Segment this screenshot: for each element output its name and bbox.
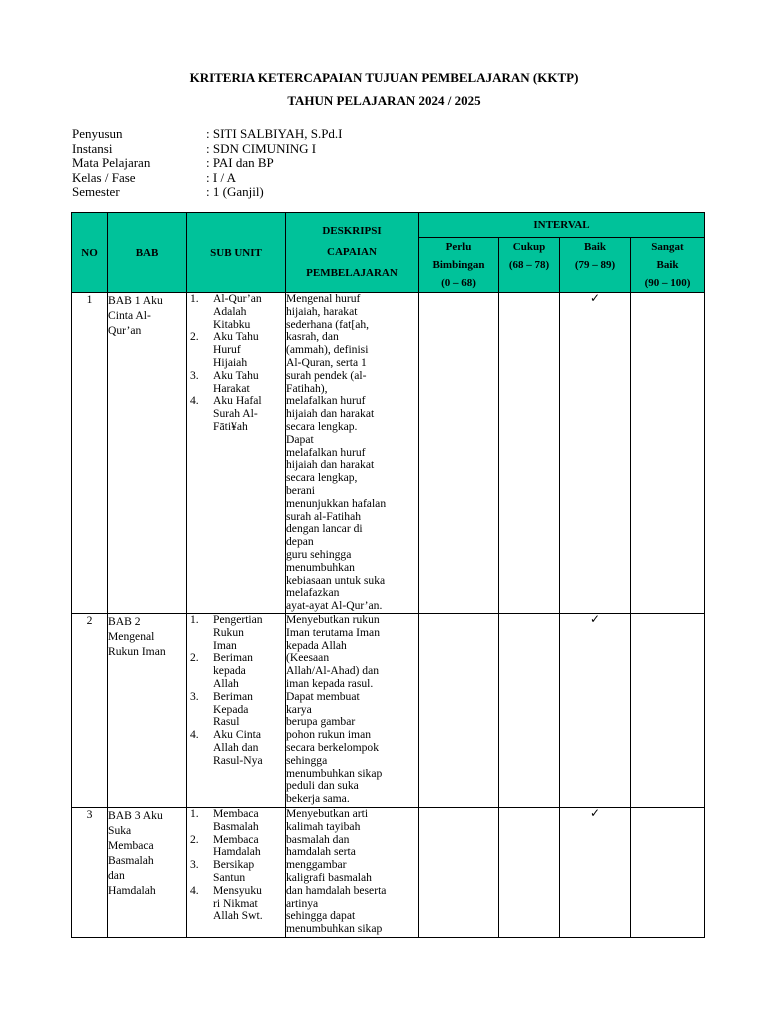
bab-line: Hamdalah: [108, 884, 156, 897]
description-line: (ammah), definisi: [286, 343, 369, 357]
sub-unit-line: Allah: [213, 676, 239, 690]
sub-unit-line: Santun: [213, 870, 246, 884]
description-cell: [286, 614, 419, 808]
sub-unit-item: [187, 859, 285, 885]
description-line: menumbuhkan sikap: [286, 766, 383, 780]
sub-unit-line: Harakat: [213, 381, 250, 395]
bab-line: dan: [108, 869, 125, 882]
sub-unit-line: Mensyuku: [213, 883, 262, 897]
description-line: Menyebutkan arti: [286, 807, 369, 820]
header-level-line: Bimbingan: [432, 259, 485, 271]
header-level-line: (0 – 68): [441, 277, 476, 289]
bab-line: Qur’an: [108, 324, 142, 337]
sub-unit-item: [187, 293, 285, 331]
description-line: artinya: [286, 896, 319, 910]
header-level-line: (68 – 78): [508, 259, 550, 271]
header-level-line: Sangat: [651, 241, 684, 253]
sub-unit-number: 1.: [190, 807, 199, 820]
header-bab: BAB: [108, 213, 187, 293]
header-no: NO: [72, 213, 108, 293]
description-line: basmalah dan: [286, 832, 350, 846]
sub-unit-line: kepada: [213, 664, 246, 678]
meta-value: : 1 (Ganjil): [206, 184, 264, 199]
sub-unit-item: [187, 395, 285, 433]
description-line: Dapat: [286, 432, 314, 446]
header-level-line: Baik: [583, 241, 606, 253]
sub-unit-line: Membaca: [213, 807, 259, 820]
description-line: pohon rukun iman: [286, 728, 372, 742]
sub-unit-line: Allah Swt.: [213, 909, 263, 923]
description-line: sehingga: [286, 753, 328, 767]
bab-cell: [108, 808, 187, 938]
sub-unit-item: [187, 331, 285, 369]
description-line: sederhana (fat[ah,: [286, 317, 370, 331]
description-line: Menyebutkan rukun: [286, 613, 380, 626]
description-line: secara lengkap.: [286, 419, 358, 433]
description-line: iman kepada rasul.: [286, 676, 374, 690]
sub-unit-line: Aku Cinta: [213, 728, 261, 742]
sub-unit-list: [187, 614, 285, 768]
sub-unit-cell: [187, 293, 286, 614]
description-line: melafazkan: [286, 586, 340, 600]
sub-unit-number: 1.: [190, 613, 199, 626]
sub-unit-line: Huruf: [213, 343, 241, 357]
meta-row-semester: [72, 185, 343, 200]
bab-line: Mengenal: [108, 630, 155, 643]
description-cell: [286, 808, 419, 938]
description-line: ayat-ayat Al-Qur’an.: [286, 599, 383, 613]
meta-value: : SITI SALBIYAH, S.Pd.I: [206, 126, 343, 141]
description-line: Dapat membuat: [286, 689, 360, 703]
sub-unit-line: ri Nikmat: [213, 896, 258, 910]
sub-unit-number: 2.: [190, 832, 199, 846]
sub-unit-list: [187, 293, 285, 434]
meta-label: Penyusun: [72, 126, 123, 141]
bab-line: BAB 2: [108, 615, 141, 628]
document-title: KRITERIA KETERCAPAIAN TUJUAN PEMBELAJARAN (KKTP): [189, 70, 579, 85]
meta-info: [72, 127, 343, 200]
sub-unit-number: 3.: [190, 689, 199, 703]
sub-unit-line: Beriman: [213, 651, 253, 665]
description-line: Iman terutama Iman: [286, 625, 380, 639]
sub-unit-item: [187, 691, 285, 729]
table-row: [72, 808, 705, 938]
bab-line: BAB 1 Aku: [108, 294, 163, 307]
sub-unit-line: Hijaiah: [213, 355, 248, 369]
description-line: kebiasaan untuk suka: [286, 573, 386, 587]
meta-label: Semester: [72, 184, 120, 199]
sub-unit-line: Basmalah: [213, 819, 259, 833]
kktp-table: [71, 212, 705, 938]
sangat-baik-cell: [631, 614, 705, 808]
sub-unit-number: 2.: [190, 651, 199, 665]
meta-row-kelas-fase: [72, 171, 343, 186]
sub-unit-line: Membaca: [213, 832, 259, 846]
sub-unit-item: [187, 652, 285, 690]
row-number: 2: [72, 614, 108, 808]
description-line: kepada Allah: [286, 638, 347, 652]
description-line: guru sehingga: [286, 547, 352, 561]
description-line: hamdalah serta: [286, 845, 356, 859]
description-line: menggambar: [286, 858, 347, 872]
header-level-line: (79 – 89): [574, 259, 616, 271]
description-line: kaligrafi basmalah: [286, 870, 372, 884]
document-subtitle: TAHUN PELAJARAN 2024 / 2025: [287, 93, 481, 108]
sub-unit-line: Al-Qur’an: [213, 292, 262, 305]
header-cukup: [499, 238, 560, 293]
description-line: menunjukkan hafalan: [286, 496, 387, 510]
meta-label: Instansi: [72, 140, 113, 156]
sub-unit-line: Aku Tahu: [213, 330, 259, 344]
header-sangat-baik: [631, 238, 705, 293]
bab-line: Cinta Al-: [108, 309, 151, 322]
sub-unit-line: Rasul-Nya: [213, 753, 263, 767]
meta-row-penyusun: [72, 127, 343, 142]
bab-cell: [108, 293, 187, 614]
row-number: 3: [72, 808, 108, 938]
bab-line: Membaca: [108, 839, 154, 852]
cukup-cell: [499, 614, 560, 808]
check-icon: ✓: [589, 806, 601, 820]
sub-unit-item: [187, 834, 285, 860]
meta-label: Kelas / Fase: [72, 169, 136, 185]
sub-unit-item: [187, 808, 285, 834]
sub-unit-line: Kepada: [213, 702, 249, 716]
header-perlu-bimbingan: [419, 238, 499, 293]
sub-unit-item: [187, 885, 285, 923]
sub-unit-line: Allah dan: [213, 740, 259, 754]
description-line: surah al-Fatihah: [286, 509, 362, 523]
sub-unit-number: 4.: [190, 728, 199, 742]
sub-unit-number: 4.: [190, 883, 199, 897]
description-line: berani: [286, 483, 315, 497]
sub-unit-number: 3.: [190, 368, 199, 382]
description-line: menumbuhkan: [286, 560, 355, 574]
sub-unit-number: 2.: [190, 330, 199, 344]
sub-unit-cell: [187, 808, 286, 938]
description-line: hijaiah, harakat: [286, 304, 358, 318]
description-cell: [286, 293, 419, 614]
sub-unit-number: 4.: [190, 394, 199, 408]
check-icon: ✓: [589, 291, 601, 305]
description-line: secara lengkap,: [286, 471, 358, 485]
description-line: kasrah, dan: [286, 330, 339, 344]
description-line: (Keesaan: [286, 651, 330, 665]
bab-cell: [108, 614, 187, 808]
sub-unit-number: 1.: [190, 292, 199, 305]
header-level-line: Cukup: [512, 241, 546, 253]
description-line: kalimah tayibah: [286, 819, 361, 833]
description-line: secara berkelompok: [286, 740, 380, 754]
sub-unit-number: 3.: [190, 858, 199, 872]
sub-unit-line: Rasul: [213, 715, 240, 729]
table-row: [72, 614, 705, 808]
sangat-baik-cell: [631, 808, 705, 938]
meta-value: : I / A: [206, 169, 236, 185]
bab-line: BAB 3 Aku: [108, 809, 163, 822]
description-line: dan hamdalah beserta: [286, 883, 387, 897]
description-line: hijaiah dan harakat: [286, 458, 375, 472]
meta-value: : PAI dan BP: [206, 155, 274, 170]
sub-unit-list: [187, 808, 285, 923]
description-line: depan: [286, 535, 314, 549]
baik-cell: [560, 614, 631, 808]
cukup-cell: [499, 293, 560, 614]
sub-unit-line: Iman: [213, 638, 237, 652]
perlu-bimbingan-cell: [419, 808, 499, 938]
header-deskripsi: [286, 213, 419, 293]
bab-line: Rukun Iman: [108, 645, 166, 658]
header-level-line: Baik: [656, 259, 679, 271]
header-deskripsi-line: CAPAIAN: [327, 246, 377, 258]
header-interval: INTERVAL: [419, 213, 705, 238]
description-line: berupa gambar: [286, 715, 356, 729]
sub-unit-cell: [187, 614, 286, 808]
sub-unit-line: Bersikap: [213, 858, 255, 872]
description-line: sehingga dapat: [286, 909, 356, 923]
sub-unit-item: [187, 370, 285, 396]
sub-unit-item: [187, 729, 285, 767]
description-line: Mengenal huruf: [286, 292, 361, 305]
check-icon: ✓: [589, 612, 601, 626]
description-line: karya: [286, 702, 312, 716]
description-line: hijaiah dan harakat: [286, 407, 375, 421]
description-line: peduli dan suka: [286, 779, 359, 793]
sub-unit-line: Hamdalah: [213, 845, 261, 859]
meta-label: Mata Pelajaran: [72, 155, 151, 170]
table-row: [72, 293, 705, 614]
sub-unit-line: Pengertian: [213, 613, 263, 626]
header-level-line: (90 – 100): [644, 277, 691, 289]
description-line: Fatihah),: [286, 381, 328, 395]
sub-unit-line: Rukun: [213, 625, 244, 639]
description-line: surah pendek (al-: [286, 368, 367, 382]
meta-row-mata-pelajaran: [72, 156, 343, 171]
header-baik: [560, 238, 631, 293]
sub-unit-item: [187, 614, 285, 652]
sub-unit-line: Kitabku: [213, 317, 251, 331]
description-line: Allah/Al-Ahad) dan: [286, 664, 380, 678]
sub-unit-line: Surah Al-: [213, 407, 258, 421]
perlu-bimbingan-cell: [419, 293, 499, 614]
description-line: Al-Quran, serta 1: [286, 355, 367, 369]
description-line: melafalkan huruf: [286, 394, 366, 408]
sangat-baik-cell: [631, 293, 705, 614]
sub-unit-line: Aku Hafal: [213, 394, 262, 408]
cukup-cell: [499, 808, 560, 938]
header-deskripsi-line: DESKRIPSI: [322, 225, 382, 237]
description-line: dengan lancar di: [286, 522, 363, 536]
meta-row-instansi: [72, 142, 343, 157]
baik-cell: [560, 808, 631, 938]
bab-line: Suka: [108, 824, 132, 837]
sub-unit-line: Fāti¥ah: [213, 419, 248, 433]
description-line: menumbuhkan sikap: [286, 922, 383, 936]
header-level-line: Perlu: [445, 241, 472, 253]
description-line: melafalkan huruf: [286, 445, 366, 459]
header-sub-unit: SUB UNIT: [187, 213, 286, 293]
bab-line: Basmalah: [108, 854, 154, 867]
sub-unit-line: Beriman: [213, 689, 253, 703]
baik-cell: [560, 293, 631, 614]
meta-value: : SDN CIMUNING I: [206, 140, 317, 156]
row-number: 1: [72, 293, 108, 614]
description-line: bekerja sama.: [286, 792, 350, 806]
header-deskripsi-line: PEMBELAJARAN: [306, 267, 398, 279]
sub-unit-line: Adalah: [213, 304, 247, 318]
perlu-bimbingan-cell: [419, 614, 499, 808]
sub-unit-line: Aku Tahu: [213, 368, 259, 382]
